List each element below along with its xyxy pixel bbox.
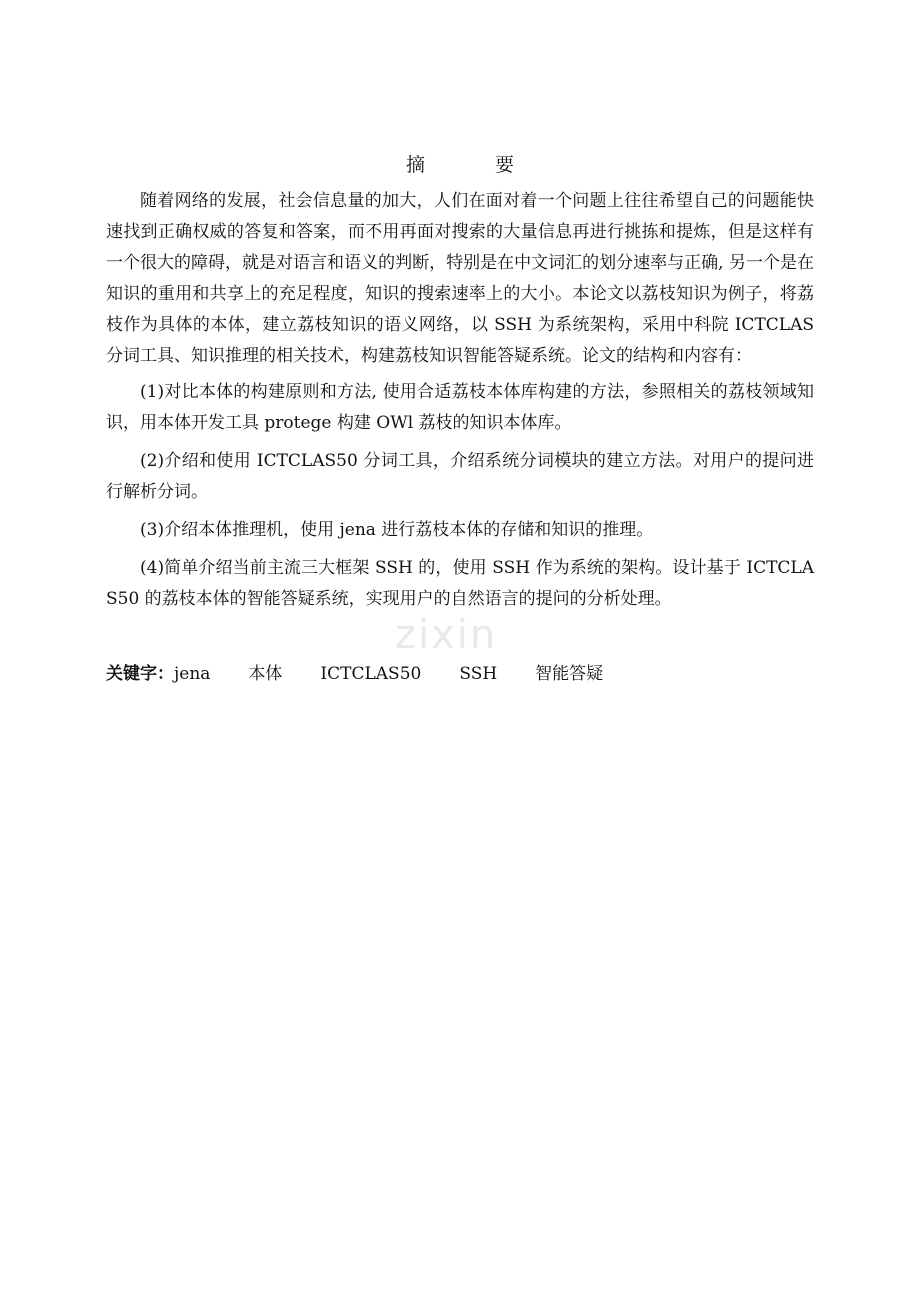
watermark: zixin <box>395 612 498 658</box>
keyword-ictclas50: ICTCLAS50 <box>320 664 422 684</box>
keywords-label: 关键字： <box>106 664 174 684</box>
keywords-line <box>106 659 814 690</box>
keyword-intelligent-qa: 智能答疑 <box>535 664 604 684</box>
abstract-paragraph-item-3: (3)介绍本体推理机，使用 jena 进行荔枝本体的存储和知识的推理。 <box>140 520 654 540</box>
abstract-title-part2: 要 <box>495 154 515 176</box>
abstract-title-part1: 摘 <box>405 154 425 176</box>
abstract-title <box>106 146 814 184</box>
abstract-paragraph-item-2: (2)介绍和使用 ICTCLAS50 分词工具，介绍系统分词模块的建立方法。对用户的提问进行解析分词。 <box>106 451 814 502</box>
keyword-jena: jena <box>174 664 211 684</box>
abstract-paragraph-item-4: (4)简单介绍当前主流三大框架 SSH 的，使用 SSH 作为系统的架构。设计基于 ICTCLAS50 的荔枝本体的智能答疑系统，实现用户的自然语言的提问的分析处理。 <box>106 558 814 609</box>
keyword-ssh: SSH <box>459 664 498 684</box>
abstract-paragraph-item-1: (1)对比本体的构建原则和方法, 使用合适荔枝本体库构建的方法，参照相关的荔枝领域知识，用本体开发工具 protege 构建 OWl 荔枝的知识本体库。 <box>106 382 814 433</box>
abstract-section <box>106 146 814 690</box>
abstract-paragraph-intro: 随着网络的发展，社会信息量的加大，人们在面对着一个问题上往往希望自己的问题能快速找到正确权威的答复和答案，而不用再面对搜索的大量信息再进行挑拣和提炼，但是这样有一个很大的障碍，就是对语言和语义的判断，特别是在中文词汇的划分速率与正确, 另一个是在知识的重用和共享上的充足程度，知识的搜索速率上的大小。本论文以荔枝知识为例子，将荔枝作为具体的本体，建立荔枝知识的语义网络，以 SSH 为系统架构，采用中科院 ICTCLAS 分词工具、知识推理的相关技术，构建荔枝知识智能答疑系统。论文的结构和内容有： <box>106 191 814 366</box>
keyword-ontology: 本体 <box>248 664 283 684</box>
